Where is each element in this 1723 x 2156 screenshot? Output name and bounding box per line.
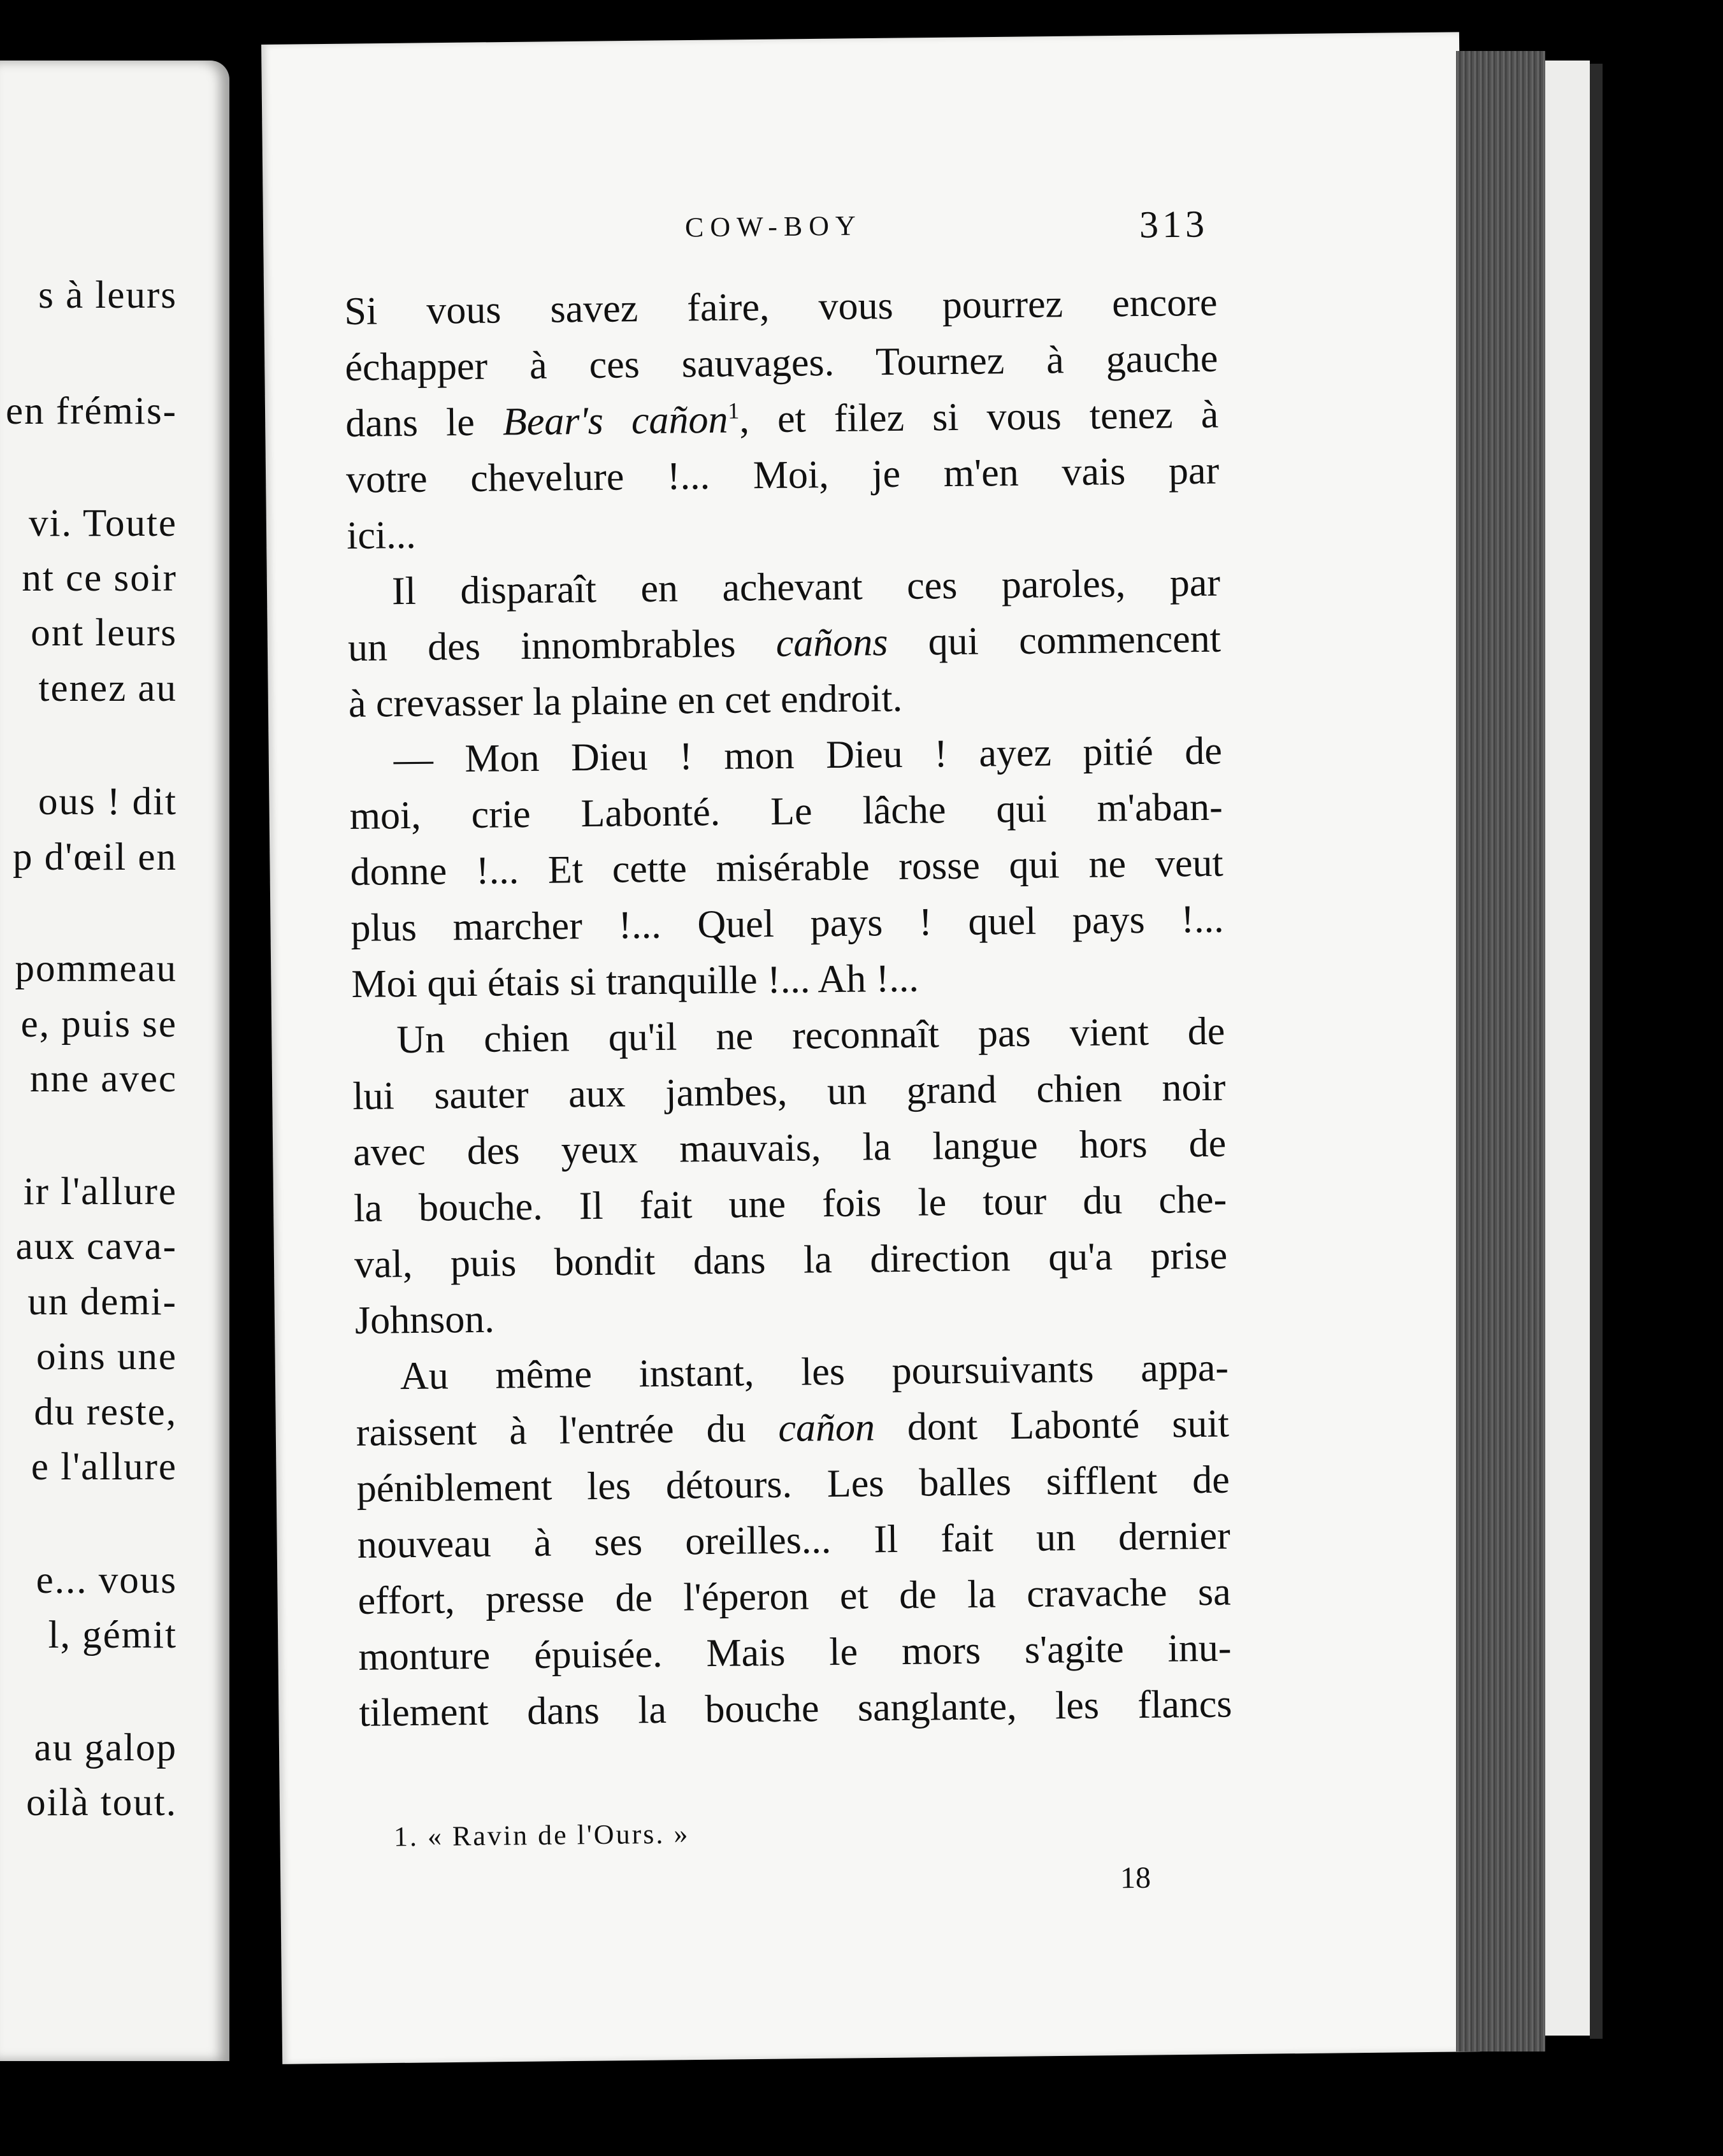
text-line: effort, presse de l'éperon et de la cravache sa [357, 1570, 1231, 1623]
text-line: la bouche. Il fait une fois le tour du che- [353, 1177, 1227, 1230]
italic-term: cañons [775, 621, 888, 665]
italic-term: cañon [778, 1405, 876, 1450]
page-stack-edge-light [1545, 61, 1590, 2036]
left-page-line: e l'allure [31, 1446, 177, 1488]
left-page-line: s à leurs [38, 274, 177, 317]
text-line [348, 611, 1222, 676]
text-line: monture épuisée. Mais le mors s'agite inu- [358, 1626, 1232, 1679]
italic-term: Bear's cañon [502, 398, 728, 444]
text-line: donne !... Et cette misérable rosse qui ne veut [350, 841, 1223, 894]
text-line [345, 387, 1219, 452]
text-fragment: dans le [345, 400, 503, 445]
left-page-line: ous ! dit [38, 780, 177, 823]
left-page-line: en frémis- [6, 390, 177, 433]
left-page [0, 61, 229, 2061]
left-page-line: nne avec [29, 1058, 177, 1100]
text-line: Si vous savez faire, vous pourrez encore [344, 280, 1218, 333]
text-line: Johnson. [354, 1297, 495, 1342]
text-line: Moi qui étais si tranquille !... Ah !... [351, 956, 919, 1006]
text-fragment: qui commencent [888, 617, 1222, 665]
signature-mark: 18 [1120, 1860, 1151, 1895]
page-stack-edge [1456, 51, 1545, 2052]
left-page-line: oilà tout. [26, 1781, 177, 1824]
text-line: tilement dans la bouche sanglante, les flancs [359, 1682, 1232, 1735]
left-page-line: l, gémit [48, 1614, 177, 1657]
left-page-line: un demi- [27, 1281, 177, 1323]
page-stack-edge-dark [1590, 64, 1603, 2039]
left-page-line: au galop [34, 1727, 177, 1769]
text-line [356, 1396, 1229, 1461]
text-fragment: un des innombrables [347, 621, 777, 670]
left-page-line: aux cava- [15, 1225, 177, 1268]
text-line: lui sauter aux jambes, un grand chien noir [352, 1065, 1226, 1118]
running-head: COW-BOY [684, 210, 863, 243]
book-gutter [229, 38, 268, 2077]
left-page-line: pommeau [15, 947, 177, 990]
text-line: péniblement les détours. Les balles sifflent de [356, 1458, 1230, 1511]
left-page-line: e, puis se [20, 1003, 177, 1046]
text-line: avec des yeux mauvais, la langue hors de [352, 1121, 1227, 1174]
page-number: 313 [1139, 203, 1209, 246]
text-line: Au même instant, les poursuivants appa- [400, 1346, 1229, 1398]
left-page-line: ir l'allure [23, 1170, 177, 1213]
text-fragment: , et filez si vous tenez à [739, 392, 1219, 442]
text-line: Un chien qu'il ne reconnaît pas vient de [396, 1009, 1225, 1062]
text-line: ici... [346, 513, 416, 557]
text-line: nouveau à ses oreilles... Il fait un dernier [357, 1514, 1231, 1567]
text-line: — Mon Dieu ! mon Dieu ! ayez pitié de [393, 729, 1223, 782]
left-page-line: oins une [36, 1335, 177, 1378]
left-page-line: tenez au [38, 667, 177, 710]
text-line: votre chevelure !... Moi, je m'en vais par [345, 449, 1220, 501]
text-line: échapper à ces sauvages. Tournez à gauche [345, 336, 1218, 389]
footnote: 1. « Ravin de l'Ours. » [393, 1818, 690, 1853]
text-line: à crevasser la plaine en cet endroit. [348, 676, 903, 726]
left-page-line: p d'œil en [12, 836, 177, 879]
text-line: val, puis bondit dans la direction qu'a prise [354, 1233, 1228, 1286]
left-page-line: ont leurs [31, 612, 177, 654]
footnote-marker: 1 [728, 398, 740, 424]
left-page-line: e... vous [36, 1559, 177, 1602]
text-line: moi, crie Labonté. Le lâche qui m'aban- [349, 785, 1223, 838]
text-fragment: raissent à l'entrée du [356, 1406, 779, 1455]
text-fragment: dont Labonté suit [874, 1402, 1230, 1449]
left-page-line: nt ce soir [22, 557, 177, 600]
body-text [344, 275, 1232, 1741]
text-line: Il disparaît en achevant ces paroles, par [391, 561, 1221, 614]
left-page-line: du reste, [34, 1391, 177, 1434]
text-line: plus marcher !... Quel pays ! quel pays !... [350, 897, 1224, 950]
left-page-line: vi. Toute [29, 502, 177, 545]
